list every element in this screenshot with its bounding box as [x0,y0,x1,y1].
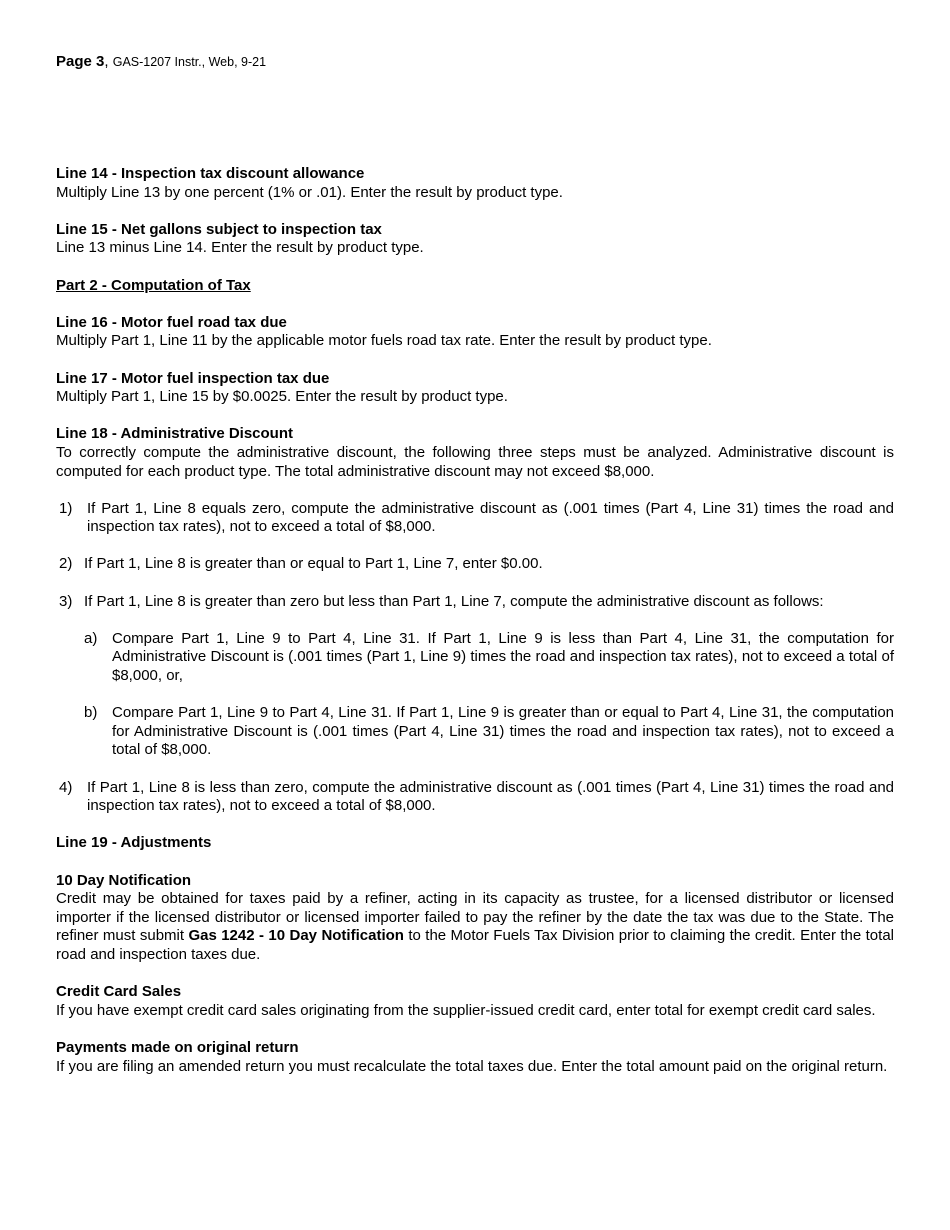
line19-heading: Line 19 - Adjustments [56,834,212,852]
line18-text: To correctly compute the administrative discount, the following three steps must be analyzed. Administrative discount is computed for each product type. The total administrative discount may not exceed $8,000. [56,443,894,480]
step-number: 3) [59,592,73,610]
step-text: If Part 1, Line 8 is less than zero, compute the administrative discount as (.001 times (Part 4, Line 31) times the road and inspection tax rates), not to exceed a total of $8,000. [87,778,894,815]
line17-text: Multiply Part 1, Line 15 by $0.0025. Enter the result by product type. [56,388,508,406]
line14-heading: Line 14 - Inspection tax discount allowance [56,165,365,182]
line17-heading: Line 17 - Motor fuel inspection tax due [56,369,330,387]
part2-section [56,277,894,296]
page-number: Page 3 [56,53,105,70]
step-number: 1) [59,499,73,517]
part2-heading: Part 2 - Computation of Tax [56,276,251,294]
line15-section [56,221,894,258]
notification-form-name: Gas 1242 - 10 Day Notification [188,927,404,945]
step-4 [56,779,894,816]
payments-text: If you are filing an amended return you must recalculate the total taxes due. Enter the total amount paid on the original return. [56,1057,888,1075]
line14-section [56,165,894,202]
step-text: If Part 1, Line 8 is greater than zero but less than Part 1, Line 7, compute the administrative discount as follows: [84,592,824,610]
payments-section [56,1039,894,1076]
page-header [56,53,266,72]
substep-b [56,704,894,760]
substep-letter: b) [84,704,98,722]
line16-text: Multiply Part 1, Line 11 by the applicable motor fuels road tax rate. Enter the result by product type. [56,332,712,350]
step-text: If Part 1, Line 8 equals zero, compute the administrative discount as (.001 times (Part 4, Line 31) times the road and inspection tax rates), not to exceed a total of $8,000. [87,499,894,536]
credit-card-section [56,983,894,1020]
credit-card-text: If you have exempt credit card sales originating from the supplier-issued credit card, enter total for exempt credit card sales. [56,1001,876,1019]
line15-heading: Line 15 - Net gallons subject to inspection tax [56,220,382,238]
line18-heading: Line 18 - Administrative Discount [56,425,293,443]
instructions-body [56,165,894,1095]
substep-text: Compare Part 1, Line 9 to Part 4, Line 31. If Part 1, Line 9 is less than Part 4, Line 31, the computation for Administrative Discount is (.001 times (Part 1, Line 9) times the road and inspection tax rates), not to exceed a total of $8,000, or, [112,629,894,685]
substep-text: Compare Part 1, Line 9 to Part 4, Line 31. If Part 1, Line 9 is greater than or equal to Part 4, Line 31, the computation for Administrative Discount is (.001 times (Part 4, Line 31) times the road and inspection tax rates), not to exceed a total of $8,000. [112,704,894,759]
step-3 [56,593,894,612]
line15-text: Line 13 minus Line 14. Enter the result by product type. [56,239,424,257]
line18-section [56,425,894,481]
substep-a [56,630,894,686]
notification-heading: 10 Day Notification [56,871,192,889]
payments-heading: Payments made on original return [56,1038,299,1056]
line14-text: Multiply Line 13 by one percent (1% or .01). Enter the result by product type. [56,183,563,201]
line17-section [56,370,894,407]
substep-letter: a) [84,629,98,647]
line19-section [56,834,894,853]
step-text: If Part 1, Line 8 is greater than or equal to Part 1, Line 7, enter $0.00. [84,555,543,573]
credit-card-heading: Credit Card Sales [56,983,182,1001]
form-reference: GAS-1207 Instr., Web, 9-21 [112,55,267,69]
header-separator: , [104,53,109,70]
step-number: 4) [59,778,73,796]
step-1 [56,500,894,537]
notification-section [56,872,894,965]
notification-text-after: to the Motor Fuels Tax Division prior to claiming the credit. Enter the total road and inspection taxes due. [56,927,894,963]
line16-section [56,314,894,351]
notification-text-before: Credit may be obtained for taxes paid by a refiner, acting in its capacity as trustee, for a licensed distributor or licensed importer if the licensed distributor or licensed importer failed to pay the refiner by the date the tax was due to the State. The refiner must submit [56,890,894,945]
line16-heading: Line 16 - Motor fuel road tax due [56,313,287,331]
step-number: 2) [59,555,73,573]
step-2 [56,555,894,574]
notification-text [56,890,894,964]
